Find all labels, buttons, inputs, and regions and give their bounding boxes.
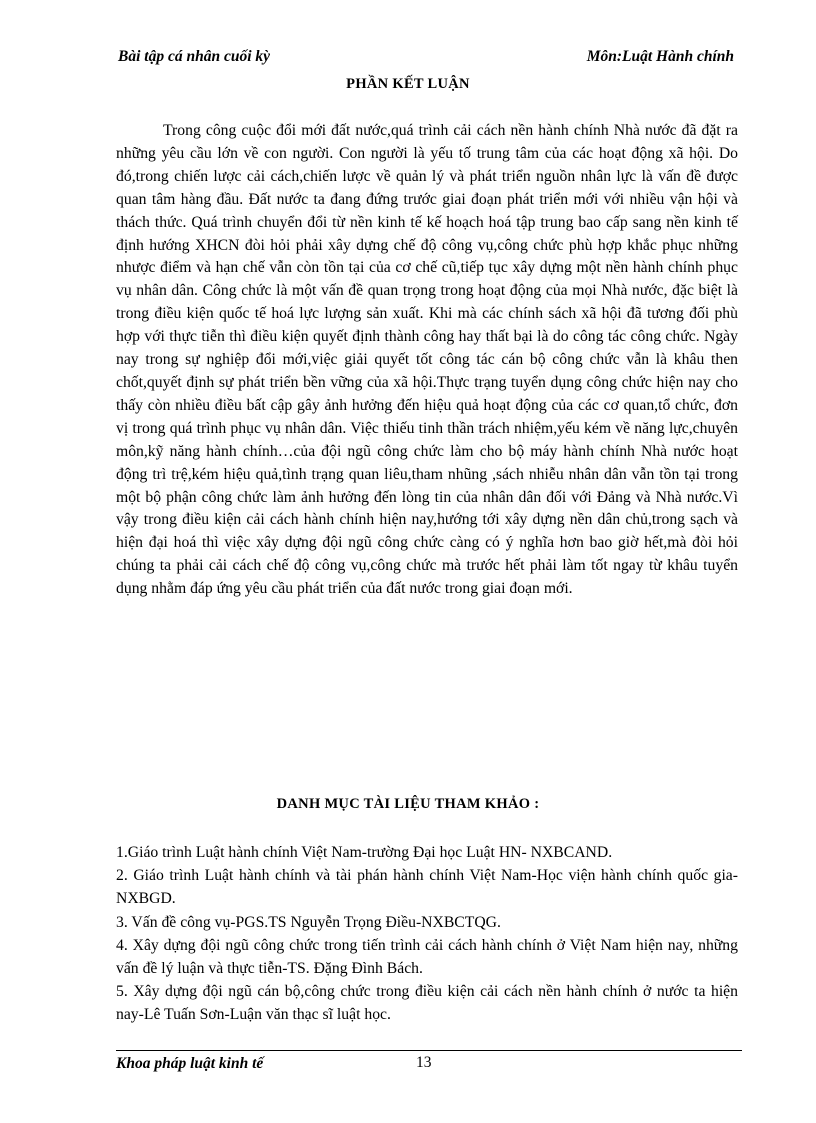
conclusion-title: PHẦN KẾT LUẬN — [346, 76, 470, 92]
reference-item: 4. Xây dựng đội ngũ công chức trong tiến trình cải cách hành chính ở Việt Nam hiện nay, những vấn đề lý luận và thực tiễn-TS. Đặng Đình Bách. — [116, 936, 738, 978]
conclusion-paragraph: Trong công cuộc đổi mới đất nước,quá trình cải cách nền hành chính Nhà nước đã đặt ra những yêu cầu lớn về con người. Con người là yếu tố trung tâm của các hoạt động xã hội. Do đó,trong chiến lược cải cách,chiến lược về quản lý và phát triển nguồn nhân lực là vấn đề được quan tâm hàng đầu. Đất nước ta đang đứng trước giai đoạn phát triển mới với nhiều vận hội và thách thức. Quá trình chuyển đổi từ nền kinh tế kế hoạch hoá tập trung bao cấp sang nền kinh tế định hướng XHCN đòi hỏi phải xây dựng chế độ công vụ,công chức phù hợp khắc phục những nhược điểm và hạn chế vẫn còn tồn tại của cơ chế cũ,tiếp tục xây dựng một nền hành chính phục vụ nhân dân. Công chức là một vấn đề quan trọng trong hoạt động của mọi Nhà nước, đặc biệt là trong điều kiện quốc tế hoá lực lượng sản xuất. Khi mà các chính sách xã hội đã tương đối phù hợp với thực tiễn thì điều kiện quyết định thành công hay thất bại là do công tác công chức. Ngày nay trong sự nghiệp đổi mới,việc giải quyết tốt công tác cán bộ công chức vẫn là khâu then chốt,quyết định sự phát triển bền vững của xã hội.Thực trạng tuyển dụng công chức hiện nay cho thấy còn nhiều điều bất cập gây ảnh hưởng đến hiệu quả hoạt động của các cơ quan,tổ chức, đơn vị trong quá trình phục vụ nhân dân. Việc thiếu tinh thần trách nhiệm,yếu kém về năng lực,chuyên môn,kỹ năng hành chính…của đội ngũ công chức làm cho bộ máy hành chính Nhà nước hoạt động trì trệ,kém hiệu quả,tình trạng quan liêu,tham nhũng ,sách nhiễu nhân dân vẫn tồn tại trong một bộ phận công chức làm ảnh hưởng đến lòng tin của nhân dân đối với Đảng và Nhà nước.Vì vậy trong điều kiện cải cách hành chính hiện nay,hướng tới xây dựng nền dân chủ,trong sạch và hiện đại hoá thì việc xây dựng đội ngũ công chức càng có ý nghĩa hơn bao giờ hết,mà đòi hỏi chúng ta phải cải cách chế độ công vụ,công chức mà trước hết phải làm tốt ngay từ khâu tuyển dụng nhằm đáp ứng yêu cầu phát triển của đất nước trong giai đoạn mới. — [116, 122, 738, 598]
reference-item: 3. Vấn đề công vụ-PGS.TS Nguyễn Trọng Điều-NXBCTQG. — [116, 913, 501, 931]
reference-item: 5. Xây dựng đội ngũ cán bộ,công chức trong điều kiện cải cách nền hành chính ở nước ta hiện nay-Lê Tuấn Sơn-Luận văn thạc sĩ luật học. — [116, 983, 738, 1024]
header-course-type: Bài tập cá nhân cuối kỳ — [118, 48, 271, 65]
page-number: 13 — [416, 1054, 432, 1071]
header-subject: Môn:Luật Hành chính — [586, 48, 734, 65]
page-header — [118, 48, 734, 70]
references-list — [116, 841, 738, 1027]
reference-item: 1.Giáo trình Luật hành chính Việt Nam-trường Đại học Luật HN- NXBCAND. — [116, 844, 613, 861]
footer-divider — [116, 1050, 742, 1051]
reference-item: 2. Giáo trình Luật hành chính và tài phán hành chính Việt Nam-Học viện hành chính quốc gia-NXBGD. — [116, 867, 738, 908]
footer-faculty: Khoa pháp luật kinh tế — [116, 1055, 264, 1072]
references-title: DANH MỤC TÀI LIỆU THAM KHẢO : — [276, 796, 540, 812]
